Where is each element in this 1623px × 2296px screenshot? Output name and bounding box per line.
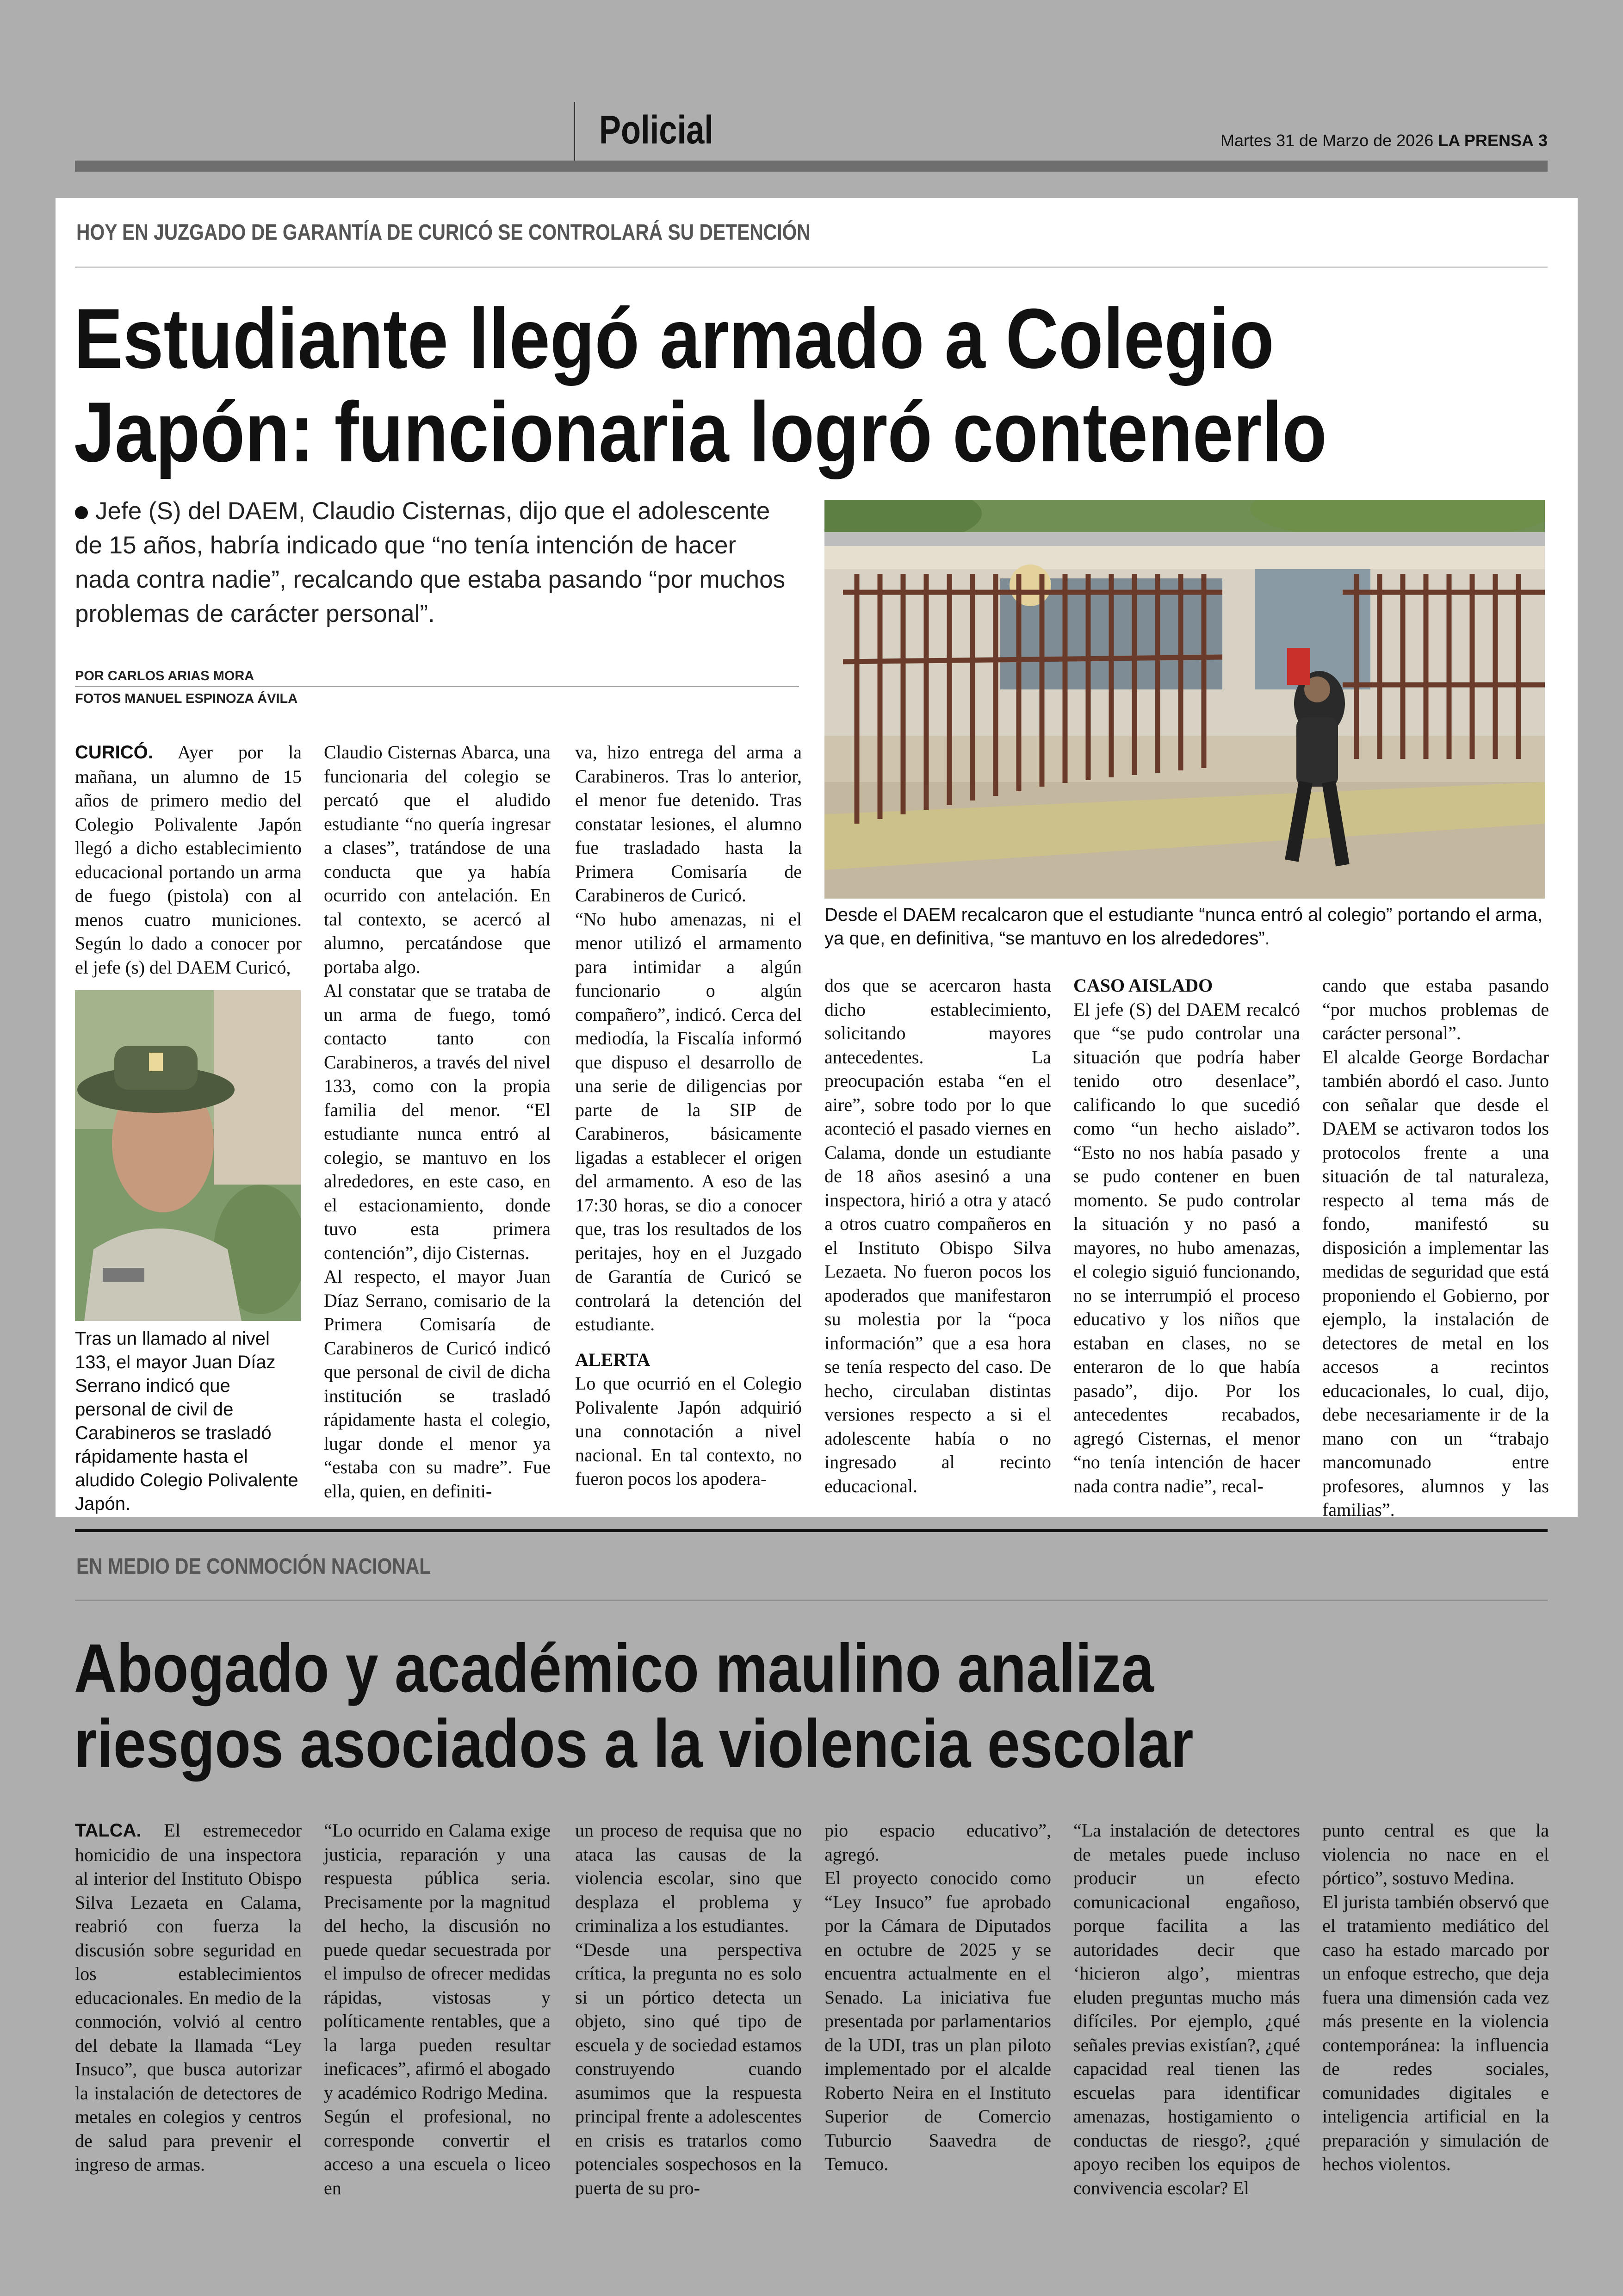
article2-column-4: pio espacio educativo”, agregó. El proyecto conocido como “Ley Insuco” fue aprobado por la Cámara de Diputados en octubre de 2025 y se encuentra actualmente en el Senado. La iniciativa fue presentada por parlamentarios de la UDI, tras un plan piloto implementado por el alcalde Roberto Neira en el Instituto Superior de Comercio Tuburcio Saavedra de Temuco. <box>824 1820 1051 2174</box>
article2-dateline: TALCA. <box>75 1820 142 1841</box>
article1-column-3 <box>575 740 802 1491</box>
article1-column-5 <box>1073 974 1300 1498</box>
article2-column-1 <box>75 1818 302 2177</box>
article2-headline <box>74 1631 1194 1782</box>
header-rule <box>75 161 1548 172</box>
headline-line-1: Estudiante llegó armado a Colegio <box>74 291 1274 386</box>
lead-text: Jefe (S) del DAEM, Claudio Cisternas, dijo que el adolescente de 15 años, habría indicado que “no tenía intención de hacer nada contra nadie”, recalcando que estaba pasando “por muchos problemas de carácter personal”. <box>75 497 786 627</box>
article2-top-rule <box>75 1529 1548 1532</box>
article2-col1-text: El estremecedor homicidio de una inspectora al interior del Instituto Obispo Silva Lezaeta en Calama, reabrió con fuerza la discusión sobre seguridad en los establecimientos educacionales. En medio de la conmoción, volvió al centro del debate la llamada “Ley Insuco”, que busca autorizar la instalación de detectores de metales en colegios y centros de salud para prevenir el ingreso de armas. <box>75 1820 302 2175</box>
article1-column-4: dos que se acercaron hasta dicho establecimiento, solicitando mayores antecedentes. La preocupación estaba “en el aire”, sobre todo por lo que aconteció el pasado viernes en Calama, donde un estudiante de 18 años asesinó a una inspectora, hirió a otra y atacó a otros cuatro compañeros en el Instituto Obispo Silva Lezaeta. No fueron pocos los apoderados que manifestaron su molestia por la “poca información” que a esa hora se tenía respecto del caso. De hecho, circulaban distintas versiones respecto a si el adolescente había o no ingresado al recinto educacional. <box>824 975 1051 1496</box>
article1-column-1 <box>75 740 302 979</box>
header-separator <box>574 102 575 161</box>
article1-col5-text: El jefe (S) del DAEM recalcó que “se pudo controlar una situación que podría haber tenido otro desenlace”, calificando lo que sucedió como “un hecho aislado”. “Esto no nos había pasado y se pudo contener en buen momento. Se pudo controlar la situación y no pasó a mayores, no hubo amenazas, el colegio siguió funcionando, no se interrumpió el proceso educativo y los niños que estaban en clases, no se enteraron de lo que había pasado”, dijo. Por los antecedentes recabados, agregó Cisternas, el menor “no tenía intención de hacer nada contra nadie”, recal- <box>1073 999 1300 1496</box>
headline2-line-1: Abogado y académico maulino analiza <box>74 1630 1154 1706</box>
article2-column-6: punto central es que la violencia no nace en el pórtico”, sostuvo Medina. El jurista también observó que el tratamiento mediático del caso ha estado marcado por un enfoque estrecho, que deja fuera una dimensión cada vez más presente en la violencia contemporánea: la influencia de redes sociales, comunidades digitales e inteligencia artificial en la preparación y simulación de hechos violentos. <box>1322 1820 1549 2174</box>
byline-rule <box>75 686 799 687</box>
article1-kicker: HOY EN JUZGADO DE GARANTÍA DE CURICÓ SE CONTROLARÁ SU DETENCIÓN <box>76 220 811 245</box>
article2-column-2: “Lo ocurrido en Calama exige justicia, reparación y una respuesta pública seria. Precisamente por la magnitud del hecho, la discusión no puede quedar secuestrada por el impulso de ofrecer medidas rápidas, vistosas y políticamente rentables, que a la larga pueden resultar ineficaces”, afirmó el abogado y académico Rodrigo Medina. Según el profesional, no corresponde convertir el acceso a una escuela o liceo en <box>324 1820 551 2198</box>
paper-name: LA PRENSA <box>1438 131 1534 150</box>
headline2-line-2: riesgos asociados a la violencia escolar <box>74 1705 1194 1782</box>
page-dateline <box>1220 131 1548 150</box>
main-photo-caption: Desde el DAEM recalcaron que el estudiante “nunca entró al colegio” portando el arma, ya que, en definitiva, “se mantuvo en los alrededores”. <box>824 905 1542 949</box>
subhead-alerta: ALERTA <box>575 1349 650 1370</box>
article1-col3b-text: Lo que ocurrió en el Colegio Polivalente Japón adquirió una connotación a nivel nacional. En tal contexto, no fueron pocos los apodera- <box>575 1373 802 1489</box>
bullet-icon <box>75 506 88 519</box>
article1-dateline: CURICÓ. <box>75 742 153 763</box>
headline-line-2: Japón: funcionaria logró contenerlo <box>74 384 1327 480</box>
article1-column-2: Claudio Cisternas Abarca, una funcionaria del colegio se percató que el aludido estudiante “no quería ingresar a clases”, tratándose de una conducta que ya había ocurrido con antelación. En tal contexto, se acercó al alumno, percatándose que portaba algo. Al constatar que se trataba de un arma de fuego, tomó contacto tanto con Carabineros, a través del nivel 133, como con la propia familia del menor. “El estudiante nunca entró al colegio, se mantuvo en los alrededores, en este caso, en el estacionamiento, donde tuvo esta primera contención”, dijo Cisternas. Al respecto, el mayor Juan Díaz Serrano, comisario de la Primera Comisaría de Carabineros de Curicó indicó que personal de civil de dicha institución se trasladó rápidamente hasta el colegio, lugar donde el menor ya “estaba con su madre”. Fue ella, quien, en definiti- <box>324 742 551 1502</box>
officer-photo <box>75 990 301 1321</box>
article1-headline <box>74 292 1327 479</box>
article1-lead <box>75 494 787 631</box>
article1-col1-text: Ayer por la mañana, un alumno de 15 años de primero medio del Colegio Polivalente Japón llegó a dicho establecimiento educacional portando un arma de fuego (pistola) con al menos cuatro municiones. Según lo dado a conocer por el jefe (s) del DAEM Curicó, <box>75 742 302 978</box>
article2-kicker: EN MEDIO DE CONMOCIÓN NACIONAL <box>76 1554 431 1579</box>
article2-column-3: un proceso de requisa que no ataca las causas de la violencia escolar, sino que desplaza el problema y criminaliza a los estudiantes. “Desde una perspectiva crítica, la pregunta no es solo si un pórtico detecta un objeto, sino qué tipo de escuela y de sociedad estamos construyendo cuando asumimos que la respuesta principal frente a adolescentes en crisis es tratarlos como potenciales sospechosos en la puerta de su pro- <box>575 1820 802 2198</box>
section-title: Policial <box>599 108 713 152</box>
byline: POR CARLOS ARIAS MORA <box>75 669 254 683</box>
article1-column-6: cando que estaba pasando “por muchos problemas de carácter personal”. El alcalde George Bordachar también abordó el caso. Junto con señalar que desde el DAEM se activaron todos los protocolos frente a una situación de tal naturaleza, respecto al tema más de fondo, manifestó su disposición a implementar las medidas de seguridad que está proponiendo el Gobierno, por ejemplo, la instalación de detectores de metal en los accesos a recintos educacionales, lo cual, dijo, debe necesariamente ir de la mano con un “trabajo mancomunado entre profesores, alumnos y las familias”. <box>1322 975 1549 1520</box>
kicker-rule <box>75 267 1548 268</box>
school-gate-photo <box>824 500 1545 899</box>
subhead-caso-aislado: CASO AISLADO <box>1073 975 1213 996</box>
issue-date: Martes 31 de Marzo de 2026 <box>1220 131 1434 150</box>
page-number: 3 <box>1538 131 1548 150</box>
article2-column-5: “La instalación de detectores de metales puede incluso producir un efecto comunicacional engañoso, porque facilita a las autoridades decir que ‘hicieron algo’, mientras eluden preguntas mucho más difíciles. Por ejemplo, ¿qué señales previas existían?, ¿qué capacidad real tienen las escuelas para identificar amenazas, hostigamiento o conductas de riesgo?, ¿qué apoyo reciben los equipos de convivencia escolar? El <box>1073 1820 1300 2198</box>
photo-credit: FOTOS MANUEL ESPINOZA ÁVILA <box>75 691 298 706</box>
article1-col3-text: va, hizo entrega del arma a Carabineros. Tras lo anterior, el menor fue detenido. Tras constatar lesiones, el alumno fue trasladado hasta la Primera Comisaría de Carabineros de Curicó. “No hubo amenazas, ni el menor utilizó el armamento para intimidar a algún funcionario o algún compañero”, indicó. Cerca del mediodía, la Fiscalía informó que dispuso el desarrollo de una serie de diligencias por parte de la SIP de Carabineros, básicamente ligadas a establecer el origen del armamento. A eso de las 17:30 horas, se dio a conocer que, tras los resultados de los peritajes, hoy en el Juzgado de Garantía de Curicó se controlará la detención del estudiante. <box>575 742 802 1334</box>
article2-kicker-rule <box>75 1600 1548 1601</box>
officer-photo-caption: Tras un llamado al nivel 133, el mayor Juan Díaz Serrano indicó que personal de civil de Carabineros se trasladó rápidamente hasta el aludido Colegio Polivalente Japón. <box>75 1328 298 1514</box>
